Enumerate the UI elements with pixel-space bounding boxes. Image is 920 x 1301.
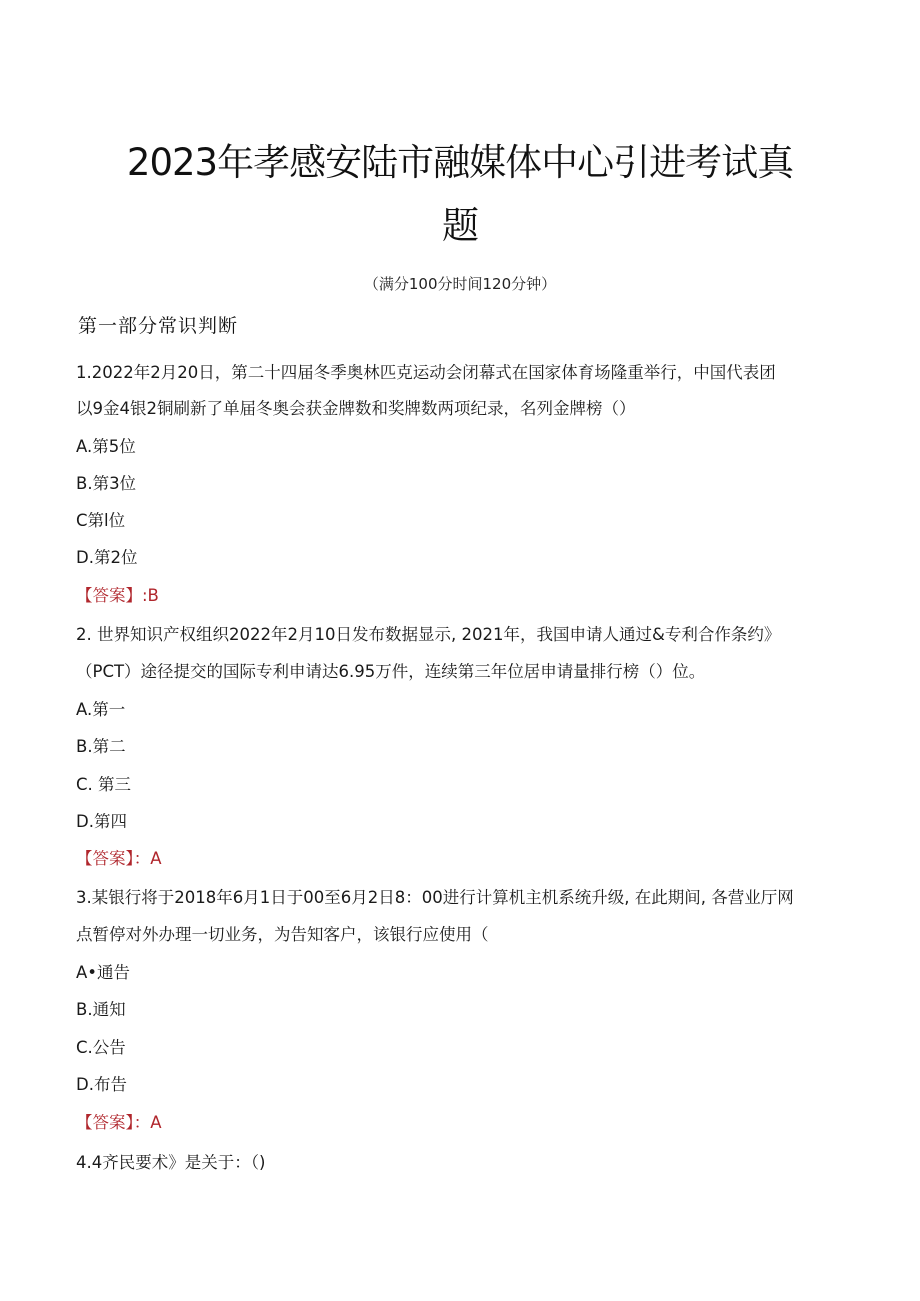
question-1-answer: 【答案】:B bbox=[76, 586, 159, 605]
question-2-option-d: D.第四 bbox=[76, 812, 127, 831]
question-1-option-a: A.第5位 bbox=[76, 437, 136, 456]
question-2-stem-line-2: （PCT）途径提交的国际专利申请达6.95万件，连续第三年位居申请量排行榜（）位。 bbox=[76, 662, 706, 681]
question-1-option-d: D.第2位 bbox=[76, 548, 138, 567]
question-3-stem-line-1: 3.某银行将于2018年6月1日于00至6月2日8：00进行计算机主机系统升级, 在此期间, 各营业厅网 bbox=[76, 888, 794, 907]
question-3-stem-line-2: 点暂停对外办理一切业务，为告知客户，该银行应使用（ bbox=[76, 925, 489, 944]
question-2-option-c: C. 第三 bbox=[76, 775, 132, 794]
section-heading: 第一部分常识判断 bbox=[78, 315, 239, 337]
question-2-answer: 【答案】：A bbox=[76, 849, 162, 868]
question-2-option-b: B.第二 bbox=[76, 737, 126, 756]
document-title-line-1: 2023年孝感安陆市融媒体中心引进考试真 bbox=[126, 141, 794, 184]
question-3-option-b: B.通知 bbox=[76, 1000, 126, 1019]
question-1-stem-line-1: 1.2022年2月20日，第二十四届冬季奥林匹克运动会闭幕式在国家体育场隆重举行，中国代表团 bbox=[76, 363, 776, 382]
document-title-line-2: 题 bbox=[442, 204, 478, 247]
question-3-option-a: A•通告 bbox=[76, 963, 131, 982]
question-2-option-a: A.第一 bbox=[76, 700, 126, 719]
question-1-option-b: B.第3位 bbox=[76, 474, 137, 493]
question-4-stem-line-1: 4.4齐民要术》是关于：（) bbox=[76, 1153, 266, 1172]
exam-duration-score: （满分100分时间120分钟） bbox=[363, 275, 557, 293]
question-3-option-d: D.布告 bbox=[76, 1075, 127, 1094]
question-2-stem-line-1: 2. 世界知识产权组织2022年2月10日发布数据显示, 2021年，我国申请人通过&专利合作条约》 bbox=[76, 625, 781, 644]
question-1-option-c: C第l位 bbox=[76, 511, 126, 530]
question-3-answer: 【答案】：A bbox=[76, 1113, 162, 1132]
question-1-stem-line-2: 以9金4银2铜刷新了单届冬奥会获金牌数和奖牌数两项纪录，名列金牌榜（） bbox=[76, 399, 636, 418]
question-3-option-c: C.公告 bbox=[76, 1038, 126, 1057]
